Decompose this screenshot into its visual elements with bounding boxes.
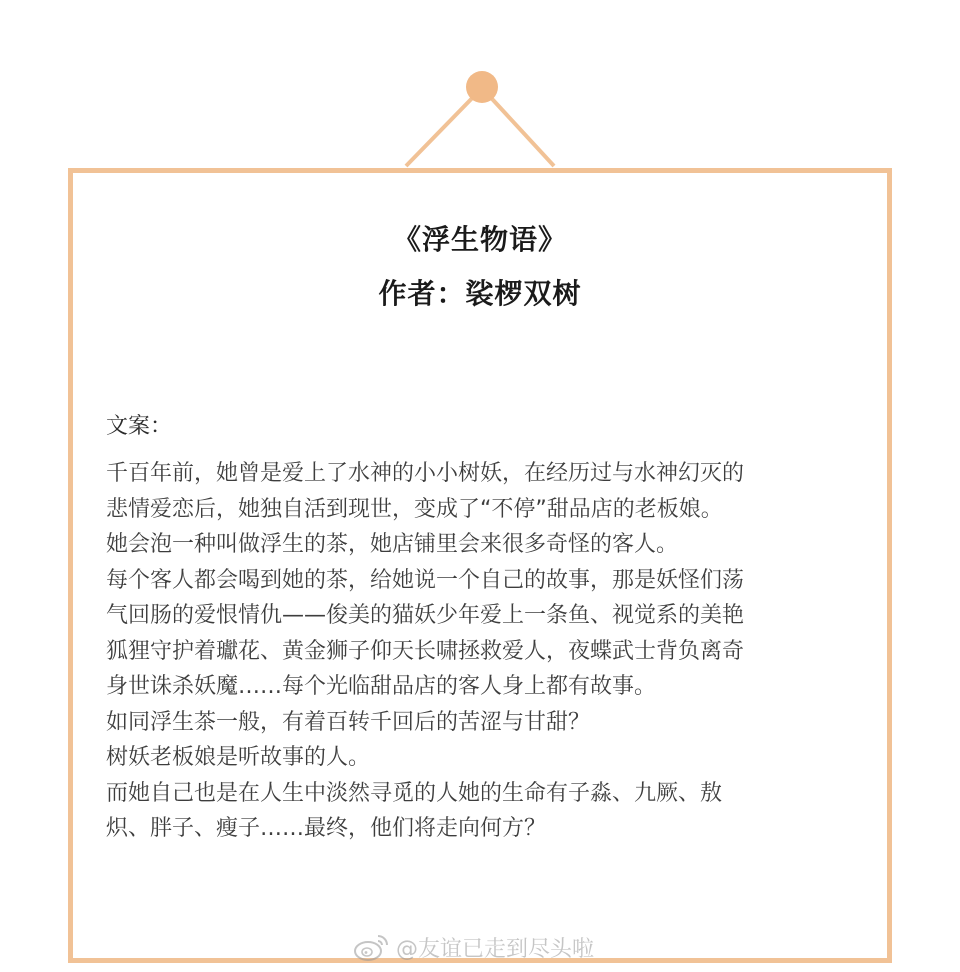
synopsis (106, 410, 866, 847)
synopsis-line: 而她自己也是在人生中淡然寻觅的人她的生命有子淼、九厥、敖 (106, 780, 723, 806)
synopsis-line: 每个客人都会喝到她的茶，给她说一个自己的故事，那是妖怪们荡 (106, 567, 745, 593)
frame-hanger (0, 0, 960, 175)
synopsis-line: 气回肠的爱恨情仇——俊美的猫妖少年爱上一条鱼、视觉系的美艳 (106, 603, 745, 628)
watermark-text: @友谊已走到尽头啦 (396, 936, 595, 962)
hanging-pin (466, 71, 498, 103)
synopsis-line: 千百年前，她曾是爱上了水神的小小树妖，在经历过与水神幻灭的 (106, 461, 745, 486)
author-line: 作者：裟椤双树 (378, 277, 582, 310)
synopsis-line: 炽、胖子、瘦子……最终，他们将走向何方？ (106, 816, 547, 841)
synopsis-line: 狐狸守护着瓛花、黄金狮子仰天长啸拯救爱人，夜蝶武士背负离奇 (106, 638, 745, 664)
hanging-string-left (406, 88, 482, 166)
synopsis-line: 她会泡一种叫做浮生的茶，她店铺里会来很多奇怪的客人。 (106, 532, 679, 557)
synopsis-line: 树妖老板娘是听故事的人。 (106, 745, 371, 770)
synopsis-line: 悲情爱恋后，她独自活到现世，变成了“不停”甜品店的老板娘。 (106, 496, 723, 522)
weibo-icon (352, 932, 390, 962)
book-title: 《浮生物语》 (392, 223, 567, 256)
synopsis-line: 身世诛杀妖魔……每个光临甜品店的客人身上都有故事。 (106, 674, 657, 699)
watermark (352, 930, 594, 964)
synopsis-label: 文案： (106, 414, 173, 439)
hanging-string-right (482, 88, 554, 166)
synopsis-line: 如同浮生茶一般，有着百转千回后的苦涩与甘甜？ (106, 709, 591, 735)
